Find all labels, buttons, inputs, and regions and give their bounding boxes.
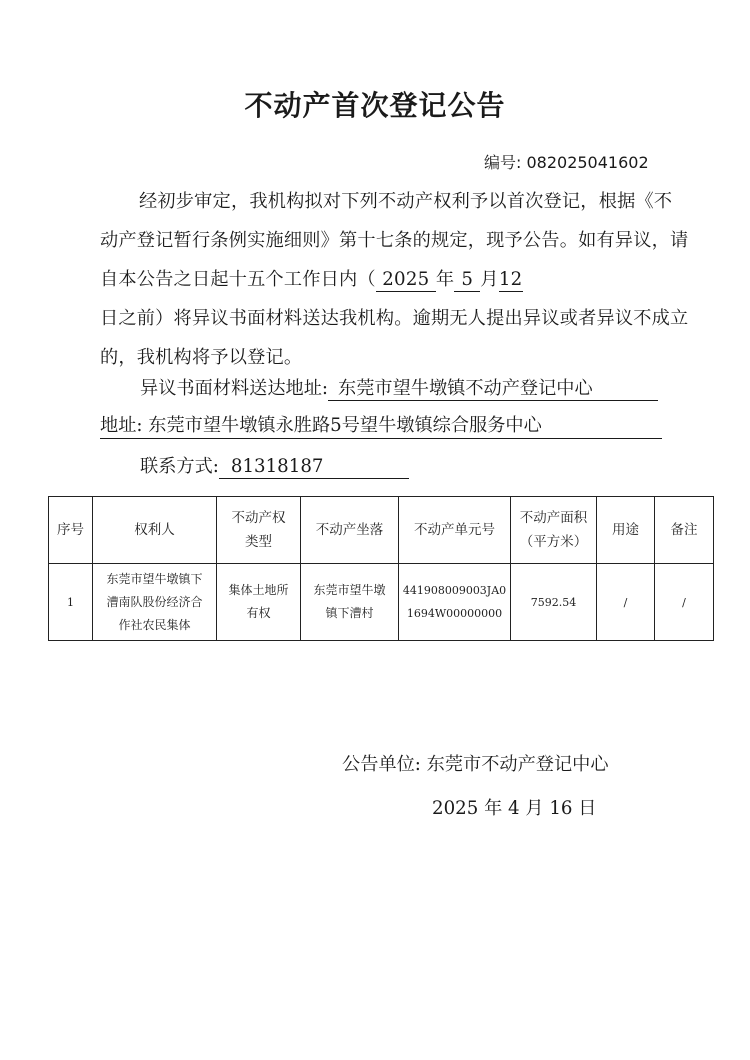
notice-paragraph xyxy=(100,182,690,377)
contact-line xyxy=(140,452,409,479)
header-location: 不动产坐落 xyxy=(301,497,399,564)
contact-phone: 81318187 xyxy=(219,456,409,479)
paragraph-text-before: 经初步审定，我机构拟对下列不动产权利予以首次登记，根据《不动产登记暂行条例实施细则》第十七条的规定，现予公告。如有异议，请自本公告之日起十五个工作日内（ xyxy=(100,191,689,290)
registration-table xyxy=(48,496,714,641)
cell-right-type: 集体土地所有权 xyxy=(217,564,301,641)
issue-date: 2025 年 4 月 16 日 xyxy=(432,798,597,819)
header-note: 备注 xyxy=(655,497,714,564)
objection-label: 异议书面材料送达地址: xyxy=(140,378,329,399)
cell-usage: / xyxy=(597,564,655,641)
header-area: 不动产面积（平方米） xyxy=(511,497,597,564)
cell-note: / xyxy=(655,564,714,641)
deadline-day: 12 xyxy=(498,269,523,290)
header-unit-no: 不动产单元号 xyxy=(399,497,511,564)
header-holder: 权利人 xyxy=(93,497,217,564)
cell-index: 1 xyxy=(49,564,93,641)
notice-number: 编号: 082025041602 xyxy=(484,153,649,172)
issuing-unit: 公告单位: 东莞市不动产登记中心 xyxy=(342,754,609,775)
objection-street-address: 地址: 东莞市望牛墩镇永胜路5号望牛墩镇综合服务中心 xyxy=(100,414,662,439)
year-unit: 年 xyxy=(435,269,455,290)
cell-area: 7592.54 xyxy=(511,564,597,641)
page-title: 不动产首次登记公告 xyxy=(244,89,506,122)
contact-label: 联系方式: xyxy=(140,456,219,477)
table-row xyxy=(49,564,714,641)
table-header-row xyxy=(49,497,714,564)
deadline-month: 5 xyxy=(454,269,480,292)
header-right-type: 不动产权类型 xyxy=(217,497,301,564)
paragraph-text-after: 日之前）将异议书面材料送达我机构。逾期无人提出异议或者异议不成立的，我机构将予以登记。 xyxy=(100,308,689,368)
header-index: 序号 xyxy=(49,497,93,564)
deadline-year: 2025 xyxy=(376,269,436,292)
header-usage: 用途 xyxy=(597,497,655,564)
cell-location: 东莞市望牛墩镇下漕村 xyxy=(301,564,399,641)
cell-unit-no: 441908009003JA01694W00000000 xyxy=(399,564,511,641)
objection-address-line xyxy=(140,374,658,401)
cell-holder: 东莞市望牛墩镇下漕南队股份经济合作社农民集体 xyxy=(93,564,217,641)
month-unit: 月 xyxy=(480,269,499,290)
objection-recipient: 东莞市望牛墩镇不动产登记中心 xyxy=(328,378,658,401)
